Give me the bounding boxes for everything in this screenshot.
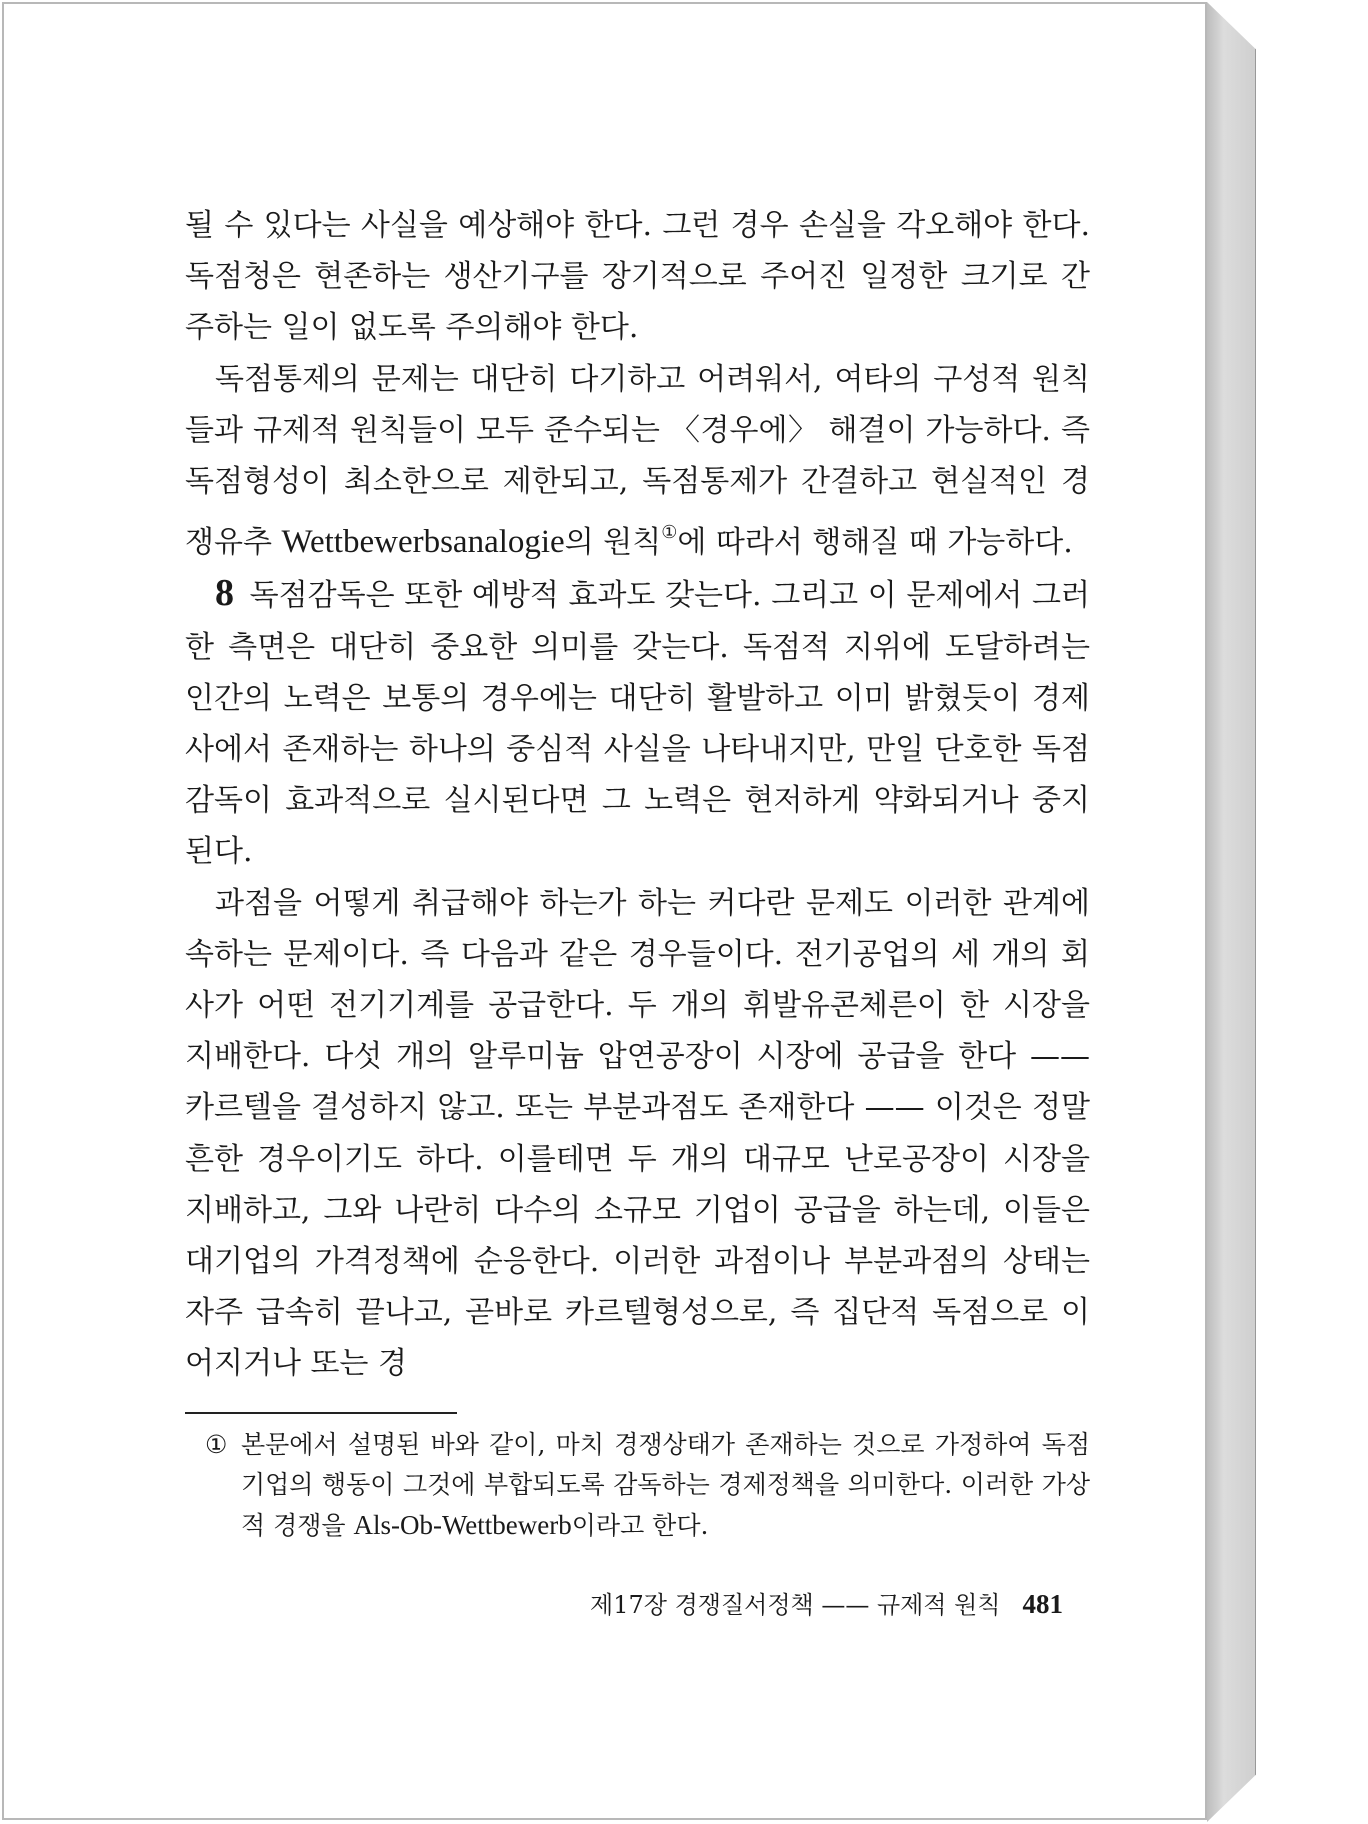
book-edge-shading — [1207, 2, 1256, 1822]
chapter-title: 제17장 경쟁질서정책 —— 규제적 원칙 — [590, 1591, 1001, 1619]
footnote-divider — [185, 1412, 457, 1414]
running-footer — [590, 1585, 1063, 1620]
footnote-mark: ① — [205, 1430, 228, 1459]
footnote-latin-term: Als-Ob-Wettbewerb — [353, 1510, 572, 1540]
page-number: 481 — [1022, 1589, 1063, 1619]
footnote-body — [205, 1425, 1090, 1546]
paragraph-3-text: 독점감독은 또한 예방적 효과도 갖는다. 그리고 이 문제에서 그러한 측면은 대단히 중요한 의미를 갖는다. 독점적 지위에 도달하려는 인간의 노력은 보통의 경우에는 대단히 활발하고 이미 밝혔듯이 경제사에서 존재하는 하나의 중심적 사실을 나타내지만, 만일 단호한 독점감독이 효과적으로 실시된다면 그 노력은 현저하게 약화되거나 중지된다. — [185, 578, 1090, 870]
paragraph-4 — [185, 878, 1090, 1390]
footnote-text-before: 본문에서 설명된 바와 같이, 마치 경쟁상태가 존재하는 것으로 가정하여 독점기업의 행동이 그것에 부합되도록 감독하는 경제정책을 의미한다. 이러한 가상적 경쟁을 — [241, 1430, 1090, 1540]
paragraph-2-text-after: 에 따라서 행해질 때 가능하다. — [677, 525, 1073, 561]
paragraph-2-text-mid: 의 원칙 — [564, 525, 662, 561]
footnote — [205, 1425, 1090, 1546]
paragraph-1-text: 될 수 있다는 사실을 예상해야 한다. 그런 경우 손실을 각오해야 한다. 독점청은 현존하는 생산기구를 장기적으로 주어진 일정한 크기로 간주하는 일이 없도록 주의해야 한다. — [185, 208, 1090, 346]
page-background-right — [1255, 2, 1367, 1822]
paragraph-2-text-before: 독점통제의 문제는 대단히 다기하고 어려워서, 여타의 구성적 원칙들과 규제적 원칙들이 모두 준수되는 〈경우에〉 해결이 가능하다. 즉 독점형성이 최소한으로 제한되고, 독점통제가 간결하고 현실적인 경쟁유추 — [185, 361, 1090, 561]
paragraph-4-text: 과점을 어떻게 취급해야 하는가 하는 커다란 문제도 이러한 관계에 속하는 문제이다. 즉 다음과 같은 경우들이다. 전기공업의 세 개의 회사가 어떤 전기기계를 공급한다. 두 개의 휘발유콘체른이 한 시장을 지배한다. 다섯 개의 알루미늄 압연공장이 시장에 공급을 한다 —— 카르텔을 결성하지 않고. 또는 부분과점도 존재한다 —— 이것은 정말 흔한 경우이기도 하다. 이를테면 두 개의 대규모 난로공장이 시장을 지배하고, 그와 나란히 다수의 소규모 기업이 공급을 하는데, 이들은 대기업의 가격정책에 순응한다. 이러한 과점이나 부분과점의 상태는 자주 급속히 끝나고, 곧바로 카르텔형성으로, 즉 집단적 독점으로 이어지거나 또는 경 — [185, 885, 1090, 1382]
footnote-text-after: 이라고 한다. — [571, 1511, 709, 1540]
paragraph-2 — [185, 354, 1090, 569]
paragraph-1 — [185, 200, 1090, 354]
paragraph-3 — [185, 568, 1090, 877]
body-text — [185, 200, 1090, 1390]
section-number: 8 — [215, 572, 234, 615]
footnote-reference: ① — [661, 522, 678, 544]
paragraph-2-latin-term: Wettbewerbsanalogie — [281, 524, 565, 561]
